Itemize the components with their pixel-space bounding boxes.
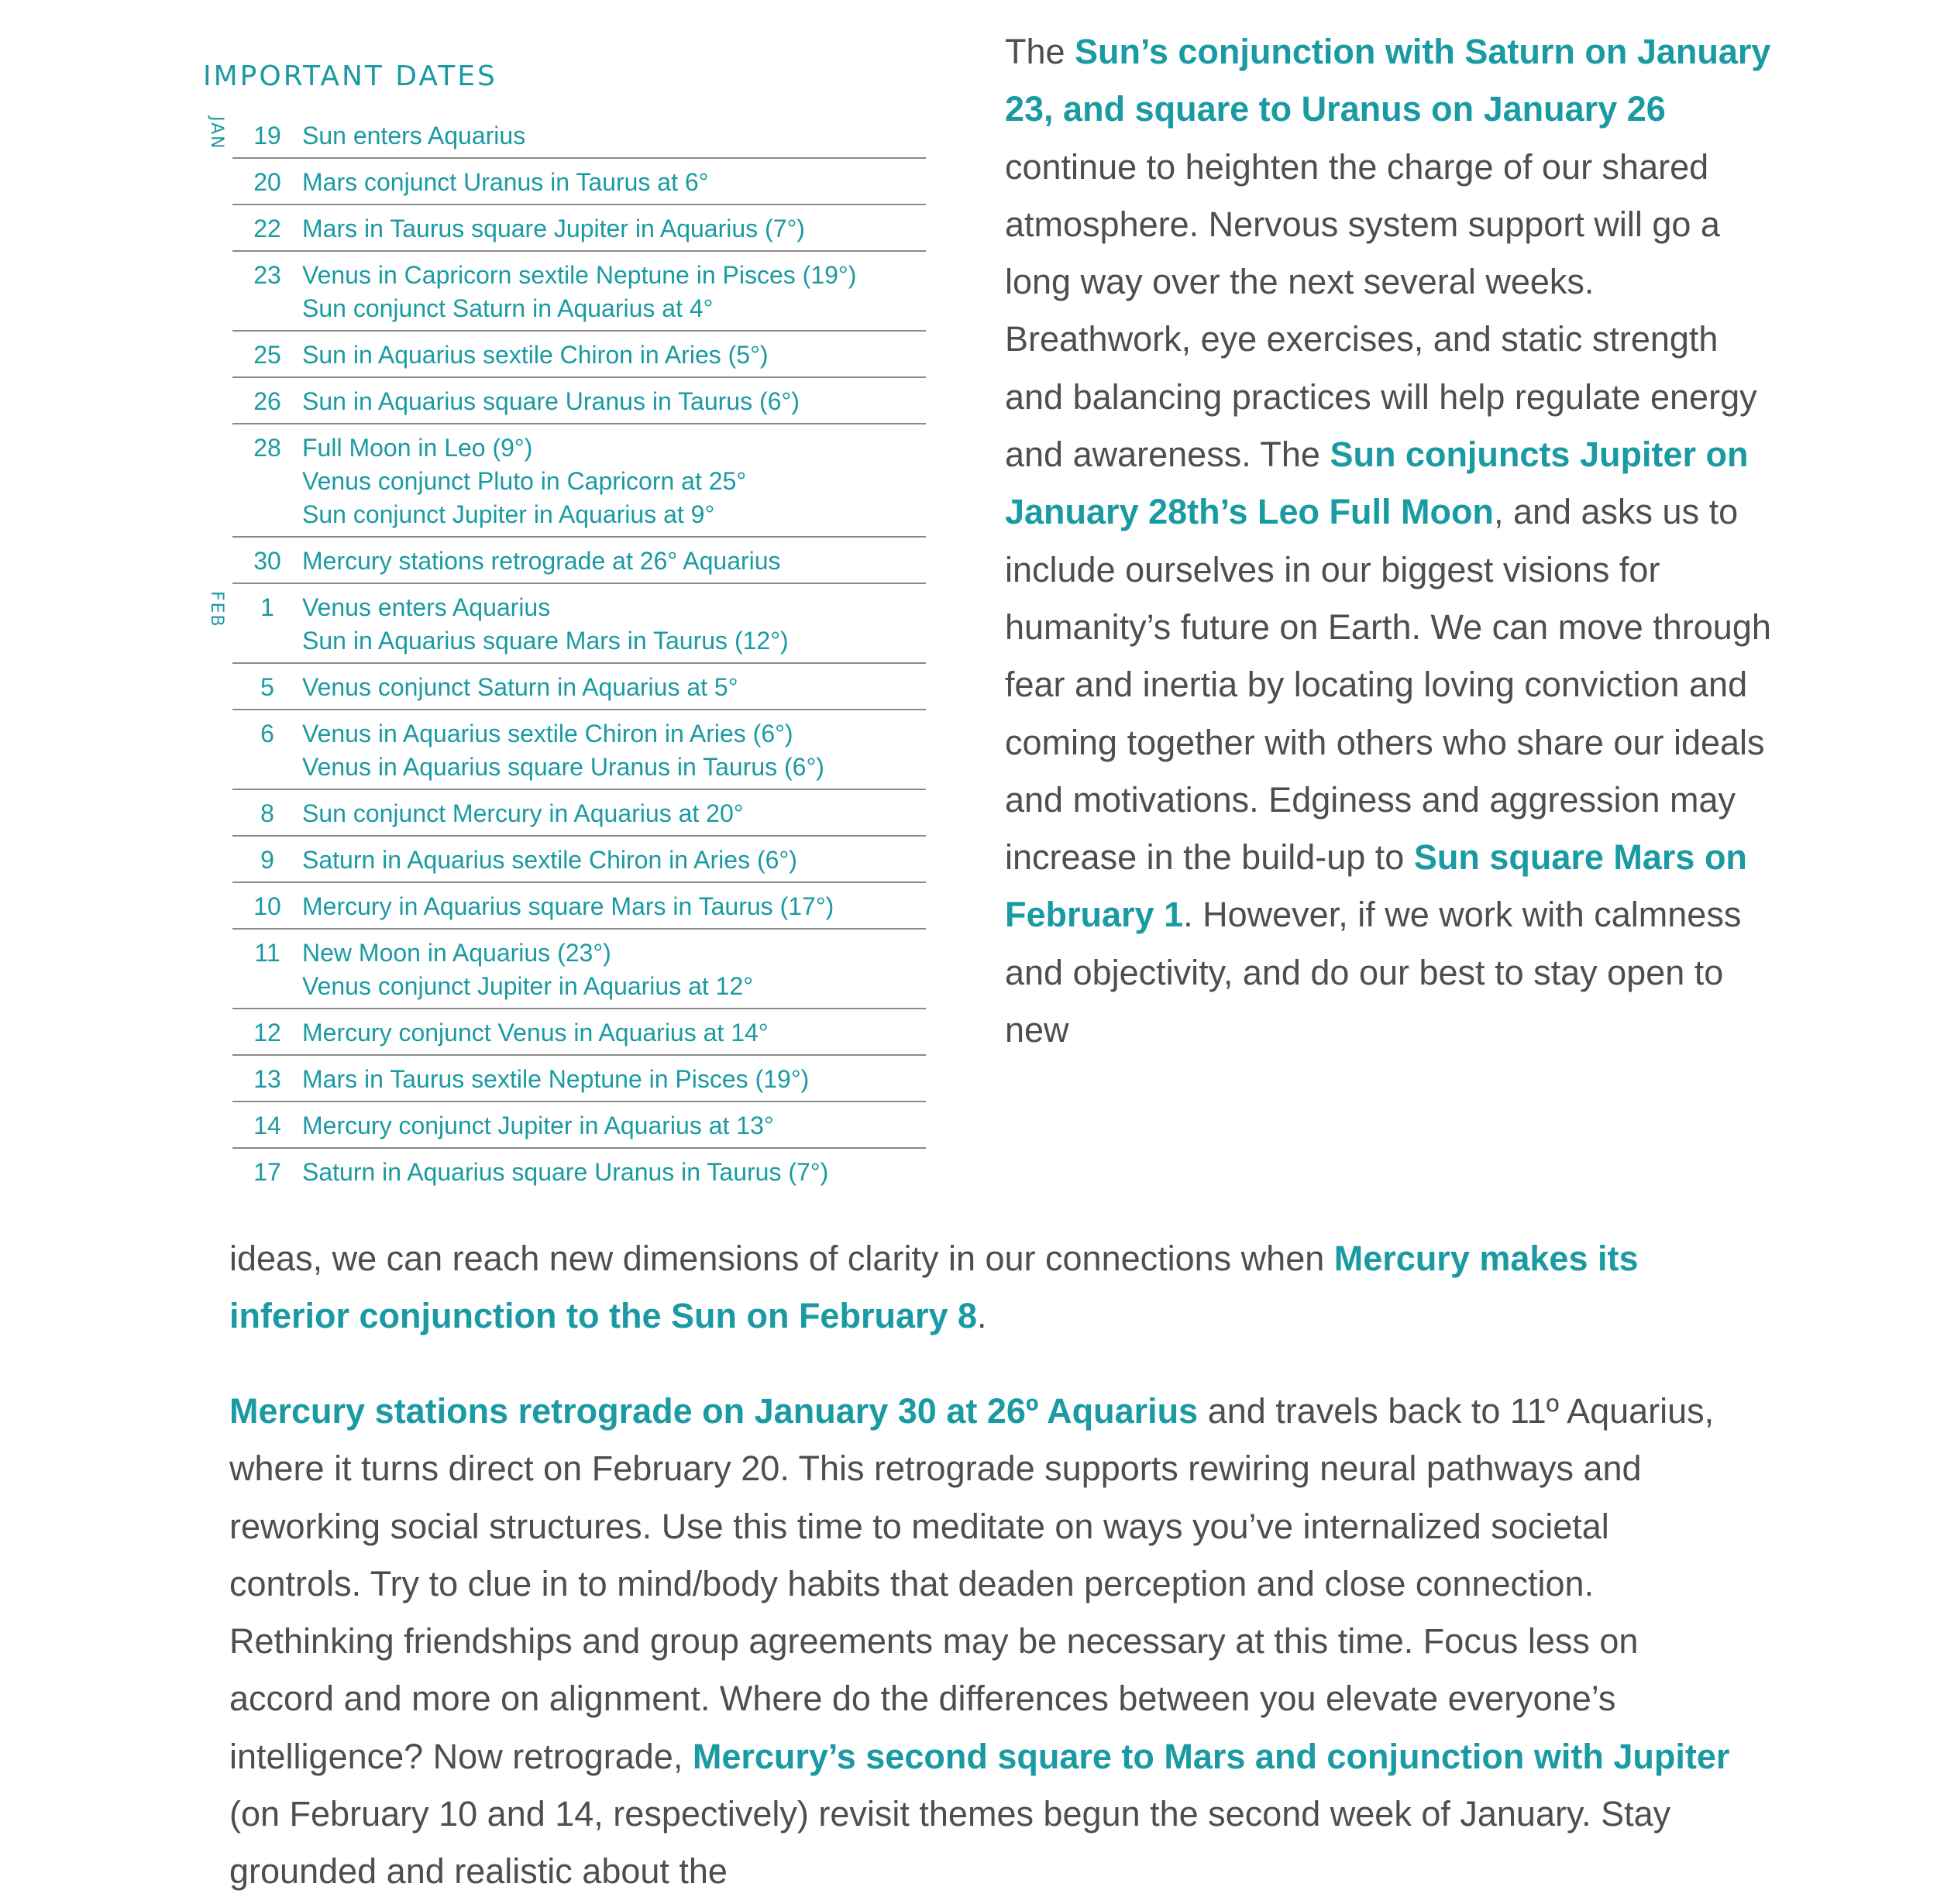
date-day: 23 xyxy=(253,261,281,289)
date-row xyxy=(232,583,926,662)
date-events xyxy=(302,166,926,199)
date-day: 30 xyxy=(253,547,281,575)
date-row xyxy=(232,1054,926,1101)
date-event: Full Moon in Leo (9°) xyxy=(302,434,533,462)
date-day: 11 xyxy=(254,939,280,967)
date-row xyxy=(232,204,926,250)
date-event: Venus conjunct Pluto in Capricorn at 25° xyxy=(302,467,747,495)
text-run: and travels back to 11º Aquarius, where it turns direct on February 20. This retrograde supports rewiring neural pathways and reworking social structures. Use this time to meditate on ways you’ve internalized societal controls. Try to clue in to mind/body habits that deaden perception and close connection. Rethinking friendships and group agreements may be necessary at this time. Focus less on accord and more on alignment. Where do the differences between you elevate everyone’s intelligence? Now retrograde, xyxy=(229,1391,1715,1776)
highlight-sun-saturn-uranus: Sun’s conjunction with Saturn on January 23, and square to Uranus on January 26 xyxy=(1005,32,1771,129)
date-event: New Moon in Aquarius (23°) xyxy=(302,939,611,967)
month-label-jan: JAN xyxy=(207,116,226,150)
date-event: Mercury stations retrograde at 26° Aquarius xyxy=(302,547,781,575)
date-day: 13 xyxy=(253,1065,281,1093)
date-row xyxy=(232,536,926,583)
date-event: Venus enters Aquarius xyxy=(302,593,551,621)
highlight-mercury-retrograde: Mercury stations retrograde on January 30 at 26º Aquarius xyxy=(229,1391,1199,1431)
date-event: Sun in Aquarius square Mars in Taurus (12°) xyxy=(302,627,789,655)
date-row xyxy=(232,1008,926,1054)
date-day: 1 xyxy=(260,593,274,621)
text-run: . However, if we work with calmness and objectivity, and do our best to stay open to new xyxy=(1005,895,1742,1050)
month-label-feb: FEB xyxy=(207,591,226,628)
date-events xyxy=(302,797,926,830)
date-event: Mercury conjunct Jupiter in Aquarius at 13° xyxy=(302,1112,774,1139)
date-events xyxy=(302,339,926,372)
date-row xyxy=(232,835,926,882)
date-row xyxy=(232,376,926,423)
text-run: , and asks us to include ourselves in our biggest visions for humanity’s future on Earth. We can move through fear and inertia by locating loving conviction and coming together with others who share our ideals and motivations. Edginess and aggression may increase in the build-up to xyxy=(1005,492,1771,878)
date-day: 14 xyxy=(253,1112,281,1139)
date-events xyxy=(302,119,926,153)
date-events xyxy=(302,1016,926,1050)
date-event: Sun in Aquarius sextile Chiron in Aries (5°) xyxy=(302,341,769,369)
date-day: 25 xyxy=(253,341,281,369)
highlight-mercury-mars-jupiter: Mercury’s second square to Mars and conjunction with Jupiter xyxy=(692,1736,1730,1776)
important-dates-table xyxy=(232,112,926,1194)
article-paragraph-1-continued xyxy=(229,1230,1748,1346)
date-event: Venus conjunct Saturn in Aquarius at 5° xyxy=(302,673,738,701)
date-day: 8 xyxy=(260,799,274,827)
date-event: Mercury conjunct Venus in Aquarius at 14° xyxy=(302,1019,769,1047)
text-run: The xyxy=(1005,32,1075,71)
date-event: Venus in Aquarius sextile Chiron in Aries (6°) xyxy=(302,720,793,748)
date-events xyxy=(302,1063,926,1096)
date-event: Sun conjunct Jupiter in Aquarius at 9° xyxy=(302,500,715,528)
date-event: Venus in Aquarius square Uranus in Taurus (6°) xyxy=(302,753,824,781)
date-events xyxy=(302,212,926,246)
date-row xyxy=(232,330,926,376)
date-events xyxy=(302,844,926,877)
important-dates-heading: IMPORTANT DATES xyxy=(203,60,497,92)
date-events xyxy=(302,591,926,658)
date-row xyxy=(232,423,926,536)
date-event: Mercury in Aquarius square Mars in Taurus (17°) xyxy=(302,892,834,920)
text-run: . xyxy=(977,1296,987,1336)
date-events xyxy=(302,431,926,531)
date-day: 6 xyxy=(260,720,274,748)
date-day: 28 xyxy=(253,434,281,462)
date-row xyxy=(232,157,926,204)
date-day: 17 xyxy=(253,1158,281,1186)
date-events xyxy=(302,1109,926,1143)
date-event: Sun in Aquarius square Uranus in Taurus (6°) xyxy=(302,387,800,415)
article-paragraph-1 xyxy=(1005,23,1780,1059)
date-row xyxy=(232,1147,926,1194)
date-events xyxy=(302,890,926,923)
date-events xyxy=(302,545,926,578)
date-row xyxy=(232,789,926,835)
date-day: 12 xyxy=(253,1019,281,1047)
article-paragraph-2 xyxy=(229,1383,1748,1901)
date-day: 22 xyxy=(253,215,281,242)
date-events xyxy=(302,937,926,1003)
date-events xyxy=(302,259,926,325)
date-event: Saturn in Aquarius sextile Chiron in Aries (6°) xyxy=(302,846,797,874)
date-event: Venus in Capricorn sextile Neptune in Pisces (19°) xyxy=(302,261,857,289)
date-events xyxy=(302,1156,926,1189)
date-event: Venus conjunct Jupiter in Aquarius at 12° xyxy=(302,972,754,1000)
text-run: continue to heighten the charge of our shared atmosphere. Nervous system support will go a long way over the next several weeks. Breathwork, eye exercises, and static strength and balancing practices will help regulate energy and awareness. The xyxy=(1005,146,1757,475)
date-row xyxy=(232,928,926,1008)
date-event: Mars conjunct Uranus in Taurus at 6° xyxy=(302,168,709,196)
date-event: Sun conjunct Saturn in Aquarius at 4° xyxy=(302,294,714,322)
date-day: 9 xyxy=(260,846,274,874)
date-events xyxy=(302,717,926,784)
date-event: Sun conjunct Mercury in Aquarius at 20° xyxy=(302,799,744,827)
date-event: Mars in Taurus sextile Neptune in Pisces (19°) xyxy=(302,1065,810,1093)
text-run: (on February 10 and 14, respectively) revisit themes begun the second week of January. Stay grounded and realistic about the xyxy=(229,1794,1671,1892)
date-row xyxy=(232,882,926,928)
date-event: Sun enters Aquarius xyxy=(302,122,526,150)
date-events xyxy=(302,671,926,704)
date-day: 20 xyxy=(253,168,281,196)
highlight-sun-square-mars: Sun square Mars on February 1 xyxy=(1005,837,1747,935)
date-event: Mars in Taurus square Jupiter in Aquarius (7°) xyxy=(302,215,805,242)
highlight-mercury-inferior-conjunction: Mercury makes its inferior conjunction to the Sun on February 8 xyxy=(229,1239,1639,1336)
date-day: 26 xyxy=(253,387,281,415)
date-row xyxy=(232,250,926,330)
date-row xyxy=(232,1101,926,1147)
date-row xyxy=(232,662,926,709)
highlight-sun-jupiter-full-moon: Sun conjuncts Jupiter on January 28th’s Leo Full Moon xyxy=(1005,435,1749,532)
date-day: 10 xyxy=(253,892,281,920)
date-day: 5 xyxy=(260,673,274,701)
date-row xyxy=(232,709,926,789)
text-run: ideas, we can reach new dimensions of clarity in our connections when xyxy=(229,1239,1334,1278)
date-row xyxy=(232,112,926,157)
date-day: 19 xyxy=(253,122,281,150)
date-event: Saturn in Aquarius square Uranus in Taurus (7°) xyxy=(302,1158,829,1186)
date-events xyxy=(302,385,926,418)
